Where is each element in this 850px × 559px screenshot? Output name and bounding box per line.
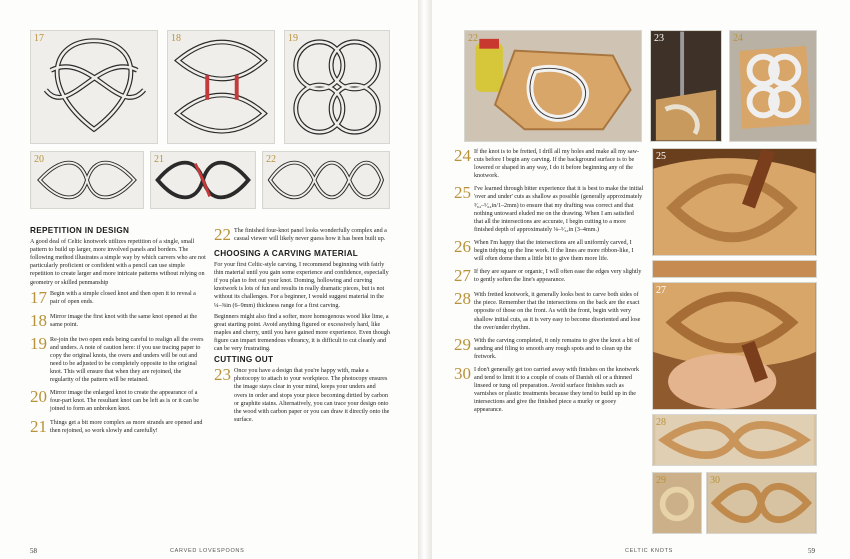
step-20: 20 Mirror image the enlarged knot to create the appearance of a four-part knot. The resultant knot can be left as is or it can be joined to form an unbroken knot. xyxy=(30,387,200,413)
paragraph: Beginners might also find a softer, more homogenous wood like lime, a great starting point. Avoid anything figured or excessively hard, like maples and cherry, until you have gained more experience. Even though figure can impart tremendous vibrancy, it is difficult to cut cleanly and can be very frustrating. xyxy=(214,313,390,353)
knot-drawing xyxy=(151,152,255,208)
figure-21-sketch: 21 xyxy=(150,151,256,209)
book-gutter xyxy=(418,0,432,559)
figure-22-photo: 22 xyxy=(464,30,642,142)
knot-drawing xyxy=(31,152,143,208)
page-number: 58 xyxy=(30,547,37,555)
step-21: 21 Things get a bit more complex as more strands are opened and then rejoined, so work slowly and carefully! xyxy=(30,416,203,436)
step-23: 23 Once you have a design that you're happy with, make a photocopy to attach to your workpiece. The photocopy ensures the image stays clear in your mind, keeps your unders and overs in order and stops your piece becoming dirtied by carbon or graphite stains. Alternatively, you can trace your design onto the wood with carbon paper or you can draw it directly onto the surface. xyxy=(214,365,390,423)
step-30: 30 I don't generally get too carried away with finishes on the knotwork and tend to limit it to a couple of coats of Danish oil or a thinned linseed or tung oil preparation. Avoid surface finishes such as varnishes or plastic treatments because they tend to build up in the intersections and give the finished piece a murky or gooey appearance. xyxy=(454,363,640,414)
figure-29-photo: 29 xyxy=(652,472,702,534)
right-page-text xyxy=(454,148,644,420)
step-19: 19 Re-join the two open ends being careful to realign all the overs and unders. A note of caution here: if you use tracing paper to copy the original knots, the overs and unders will be out and need to be adjusted to be completely opposite to the original knot. This will ensure that when they are rejoined, the regularity of the pattern will be retained. xyxy=(30,333,204,384)
figure-30-photo: 30 xyxy=(706,472,817,534)
step-25: 25 I've learned through bitter experience that it is best to make the initial 'over and under' cuts as shallow as possible (generally approximately ³⁄₆₄–⁵⁄₆₄in/1–2mm) to ensure that my drafting was correct and that nothing untoward eluded me on the drawing. When I am satisfied that all the intersections are accurate, I begin cutting to a more finished depth of approximately ⅛–⁵⁄₃₂in (3–4mm.) xyxy=(454,183,644,233)
figure-25-photo: 25 xyxy=(652,148,817,256)
section-heading: CHOOSING A CARVING MATERIAL xyxy=(214,249,359,258)
figure-27-photo: 27 xyxy=(652,282,817,410)
step-26: 26 When I'm happy that the intersections are all uniformly carved, I begin tidying up the line work. If the lines are more ribbon-like, I will often dome them a little bit to give them more life. xyxy=(454,236,634,263)
running-head: CARVED LOVESPOONS xyxy=(170,548,245,554)
step-24: 24 If the knot is to be fretted, I drill all my holes and make all my saw-cuts before I begin any carving. If the background surface is to be lowered or shaped in any way, I do it before beginning any of the knotwork. xyxy=(454,146,639,180)
page-number: 59 xyxy=(808,547,815,555)
left-page xyxy=(0,0,418,559)
step-22: 22 The finished four-knot panel looks wonderfully complex and a casual viewer will likely never guess how it has been built up. xyxy=(214,225,387,244)
left-text-column xyxy=(30,225,206,442)
paragraph: For your first Celtic-style carving, I recommend beginning with fairly thin material until you gain some experience and confidence, especially if you plan to fret out your knot. Doming, hollowing and curving knotwork is lots of fun and results in really dramatic pieces, but is not without its challenges. For a beginner, I would suggest material in the ¼–⅜in (6–9mm) thickness range for a first carving. xyxy=(214,262,389,309)
running-head: CELTIC KNOTS xyxy=(625,548,674,554)
step-17: 17 Begin with a simple closed knot and then open it to reveal a pair of open ends. xyxy=(30,287,196,307)
figure-22-sketch: 22 xyxy=(262,151,390,209)
knot-drawing xyxy=(31,31,157,143)
section-heading: REPETITION IN DESIGN xyxy=(30,226,130,235)
step-27: 27 If they are square or organic, I will often ease the edges very slightly to gently soften the line's appearance. xyxy=(454,266,642,286)
back-carving-photo xyxy=(653,415,816,465)
figure-24-photo: 24 xyxy=(729,30,817,142)
knot-drawing xyxy=(168,31,274,143)
figure-28-photo: 28 xyxy=(652,414,817,466)
figure-19-sketch: 19 xyxy=(284,30,390,144)
step-18: 18 Mirror image the first knot with the same knot opened at the same point. xyxy=(30,310,198,330)
wood-blank-photo xyxy=(465,31,641,141)
figure-20-sketch: 20 xyxy=(30,151,144,209)
figure-23-photo: 23 xyxy=(650,30,722,142)
knot-drawing xyxy=(285,31,389,143)
figure-26-photo xyxy=(652,260,817,278)
carving-photo xyxy=(653,149,816,255)
finished-knot-photo xyxy=(707,473,816,533)
right-page xyxy=(432,0,850,559)
right-text-column xyxy=(214,227,390,429)
paragraph: A good deal of Celtic knotwork utilizes repetition of a single, small pattern to build up larger, more involved panels and borders. The following method illustrates a simple way by which carvers who are not particularly proficient or confident with a pencil can use simple repetition to create larger and more intricate patterns without relying on geometry or skilled penmanship xyxy=(30,239,206,286)
doming-photo xyxy=(653,283,816,409)
saw-photo xyxy=(651,31,721,141)
section-heading: CUTTING OUT xyxy=(214,355,274,365)
step-28: 28 With fretted knotwork, it generally looks best to carve both sides of the piece. Remember that the intersections on the back are the exact opposite of those on the front. As with the front, begin with very shallow initial cuts, as it is very easy to become disoriented and lose the over/under rhythm. xyxy=(454,289,641,331)
figure-17-sketch: 17 xyxy=(30,30,158,144)
knot-drawing xyxy=(263,152,389,208)
fretted-knot-photo xyxy=(730,31,816,141)
step-29: 29 With the carving completed, it only remains to give the knot a bit of sanding and filing to smooth any rough spots and to clean up the fretwork. xyxy=(454,334,640,360)
figure-18-sketch: 18 xyxy=(167,30,275,144)
